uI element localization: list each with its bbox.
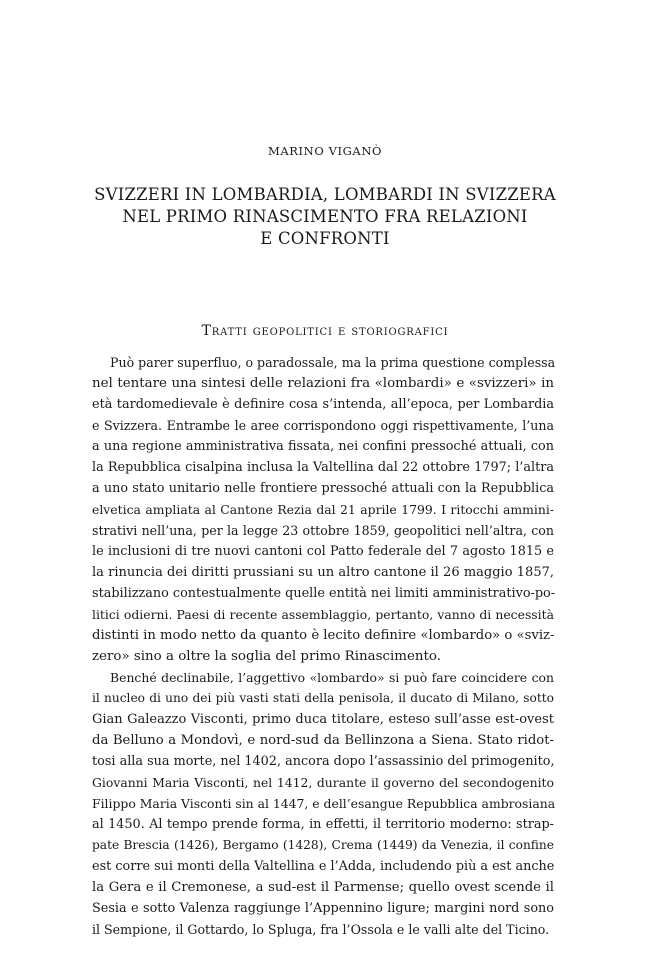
text-line: distinti in modo netto da quanto è lecito definire «lombardo» o «sviz- [92,628,555,643]
text-line: la rinuncia dei diritti prussiani su un altro cantone il 26 maggio 1857, [92,565,554,580]
text-line: pate Brescia (1426), Bergamo (1428), Crema (1449) da Venezia, il confine [92,838,554,852]
text-line: Filippo Maria Visconti sin al 1447, e dell’esangue Repubblica ambrosiana [92,796,556,811]
text-line: la Repubblica cisalpina inclusa la Valtellina dal 22 ottobre 1797; l’altra [92,460,554,475]
chapter-title [90,184,560,250]
paragraph-2 [92,667,554,940]
text-line: le inclusioni di tre nuovi cantoni col Patto federale del 7 agosto 1815 e [92,544,554,559]
text-line: litici odierni. Paesi di recente assemblaggio, pertanto, vanno di necessità [92,607,554,622]
text-line: a uno stato unitario nelle frontiere pressoché attuali con la Repubblica [92,481,554,496]
text-line: Benché declinabile, l’aggettivo «lombardo» si può fare coincidere con [110,670,554,685]
text-line: zero» sino a oltre la soglia del primo Rinascimento. [92,649,442,664]
text-line: al 1450. Al tempo prende forma, in effetti, il territorio moderno: strap- [92,817,554,832]
text-line: Giovanni Maria Visconti, nel 1412, durante il governo del secondogenito [92,775,554,790]
title-line: SVIZZERI IN LOMBARDIA, LOMBARDI IN SVIZZERA [94,185,556,204]
text-line: Sesia e sotto Valenza raggiunge l’Appennino ligure; margini nord sono [92,901,554,916]
body-text [92,352,554,940]
text-line: Gian Galeazzo Visconti, primo duca titolare, esteso sull’asse est-ovest [92,712,554,727]
text-line: il Sempione, il Gottardo, lo Spluga, fra l’Ossola e le valli alte del Ticino. [92,922,550,937]
text-line: da Belluno a Mondovì, e nord-sud da Bellinzona a Siena. Stato ridot- [92,733,554,748]
text-line: strativi nell’una, per la legge 23 ottobre 1859, geopolitici nell’altra, con [92,523,554,538]
text-line: il nucleo di uno dei più vasti stati della penisola, il ducato di Milano, sotto [92,691,554,705]
text-line: tosi alla sua morte, nel 1402, ancora dopo l’assassinio del primogenito, [92,754,555,769]
text-line: nel tentare una sintesi delle relazioni fra «lombardi» e «svizzeri» in [92,376,554,391]
title-line: NEL PRIMO RINASCIMENTO FRA RELAZIONI [122,207,528,226]
text-line: elvetica ampliata al Cantone Rezia dal 21 aprile 1799. I ritocchi ammini- [92,502,554,517]
text-line: e Svizzera. Entrambe le aree corrispondono oggi rispettivamente, l’una [92,418,554,433]
text-line: stabilizzano contestualmente quelle entità nei limiti amministrativo-po- [92,586,556,601]
text-line: Può parer superfluo, o paradossale, ma la prima questione complessa [110,355,556,370]
text-line: a una regione amministrativa fissata, nei confini pressoché attuali, con [92,439,554,454]
text-line: est corre sui monti della Valtellina e l’Adda, includendo più a est anche [92,859,555,874]
author-name: MARINO VIGANÒ [267,144,383,158]
section-heading: Tratti geopolitici e storiografici [201,323,449,339]
text-line: età tardomedievale è definire cosa s’intenda, all’epoca, per Lombardia [92,397,554,412]
paragraph-1 [92,352,554,667]
title-line: E CONFRONTI [260,229,390,248]
text-line: la Gera e il Cremonese, a sud-est il Parmense; quello ovest scende il [92,880,554,895]
